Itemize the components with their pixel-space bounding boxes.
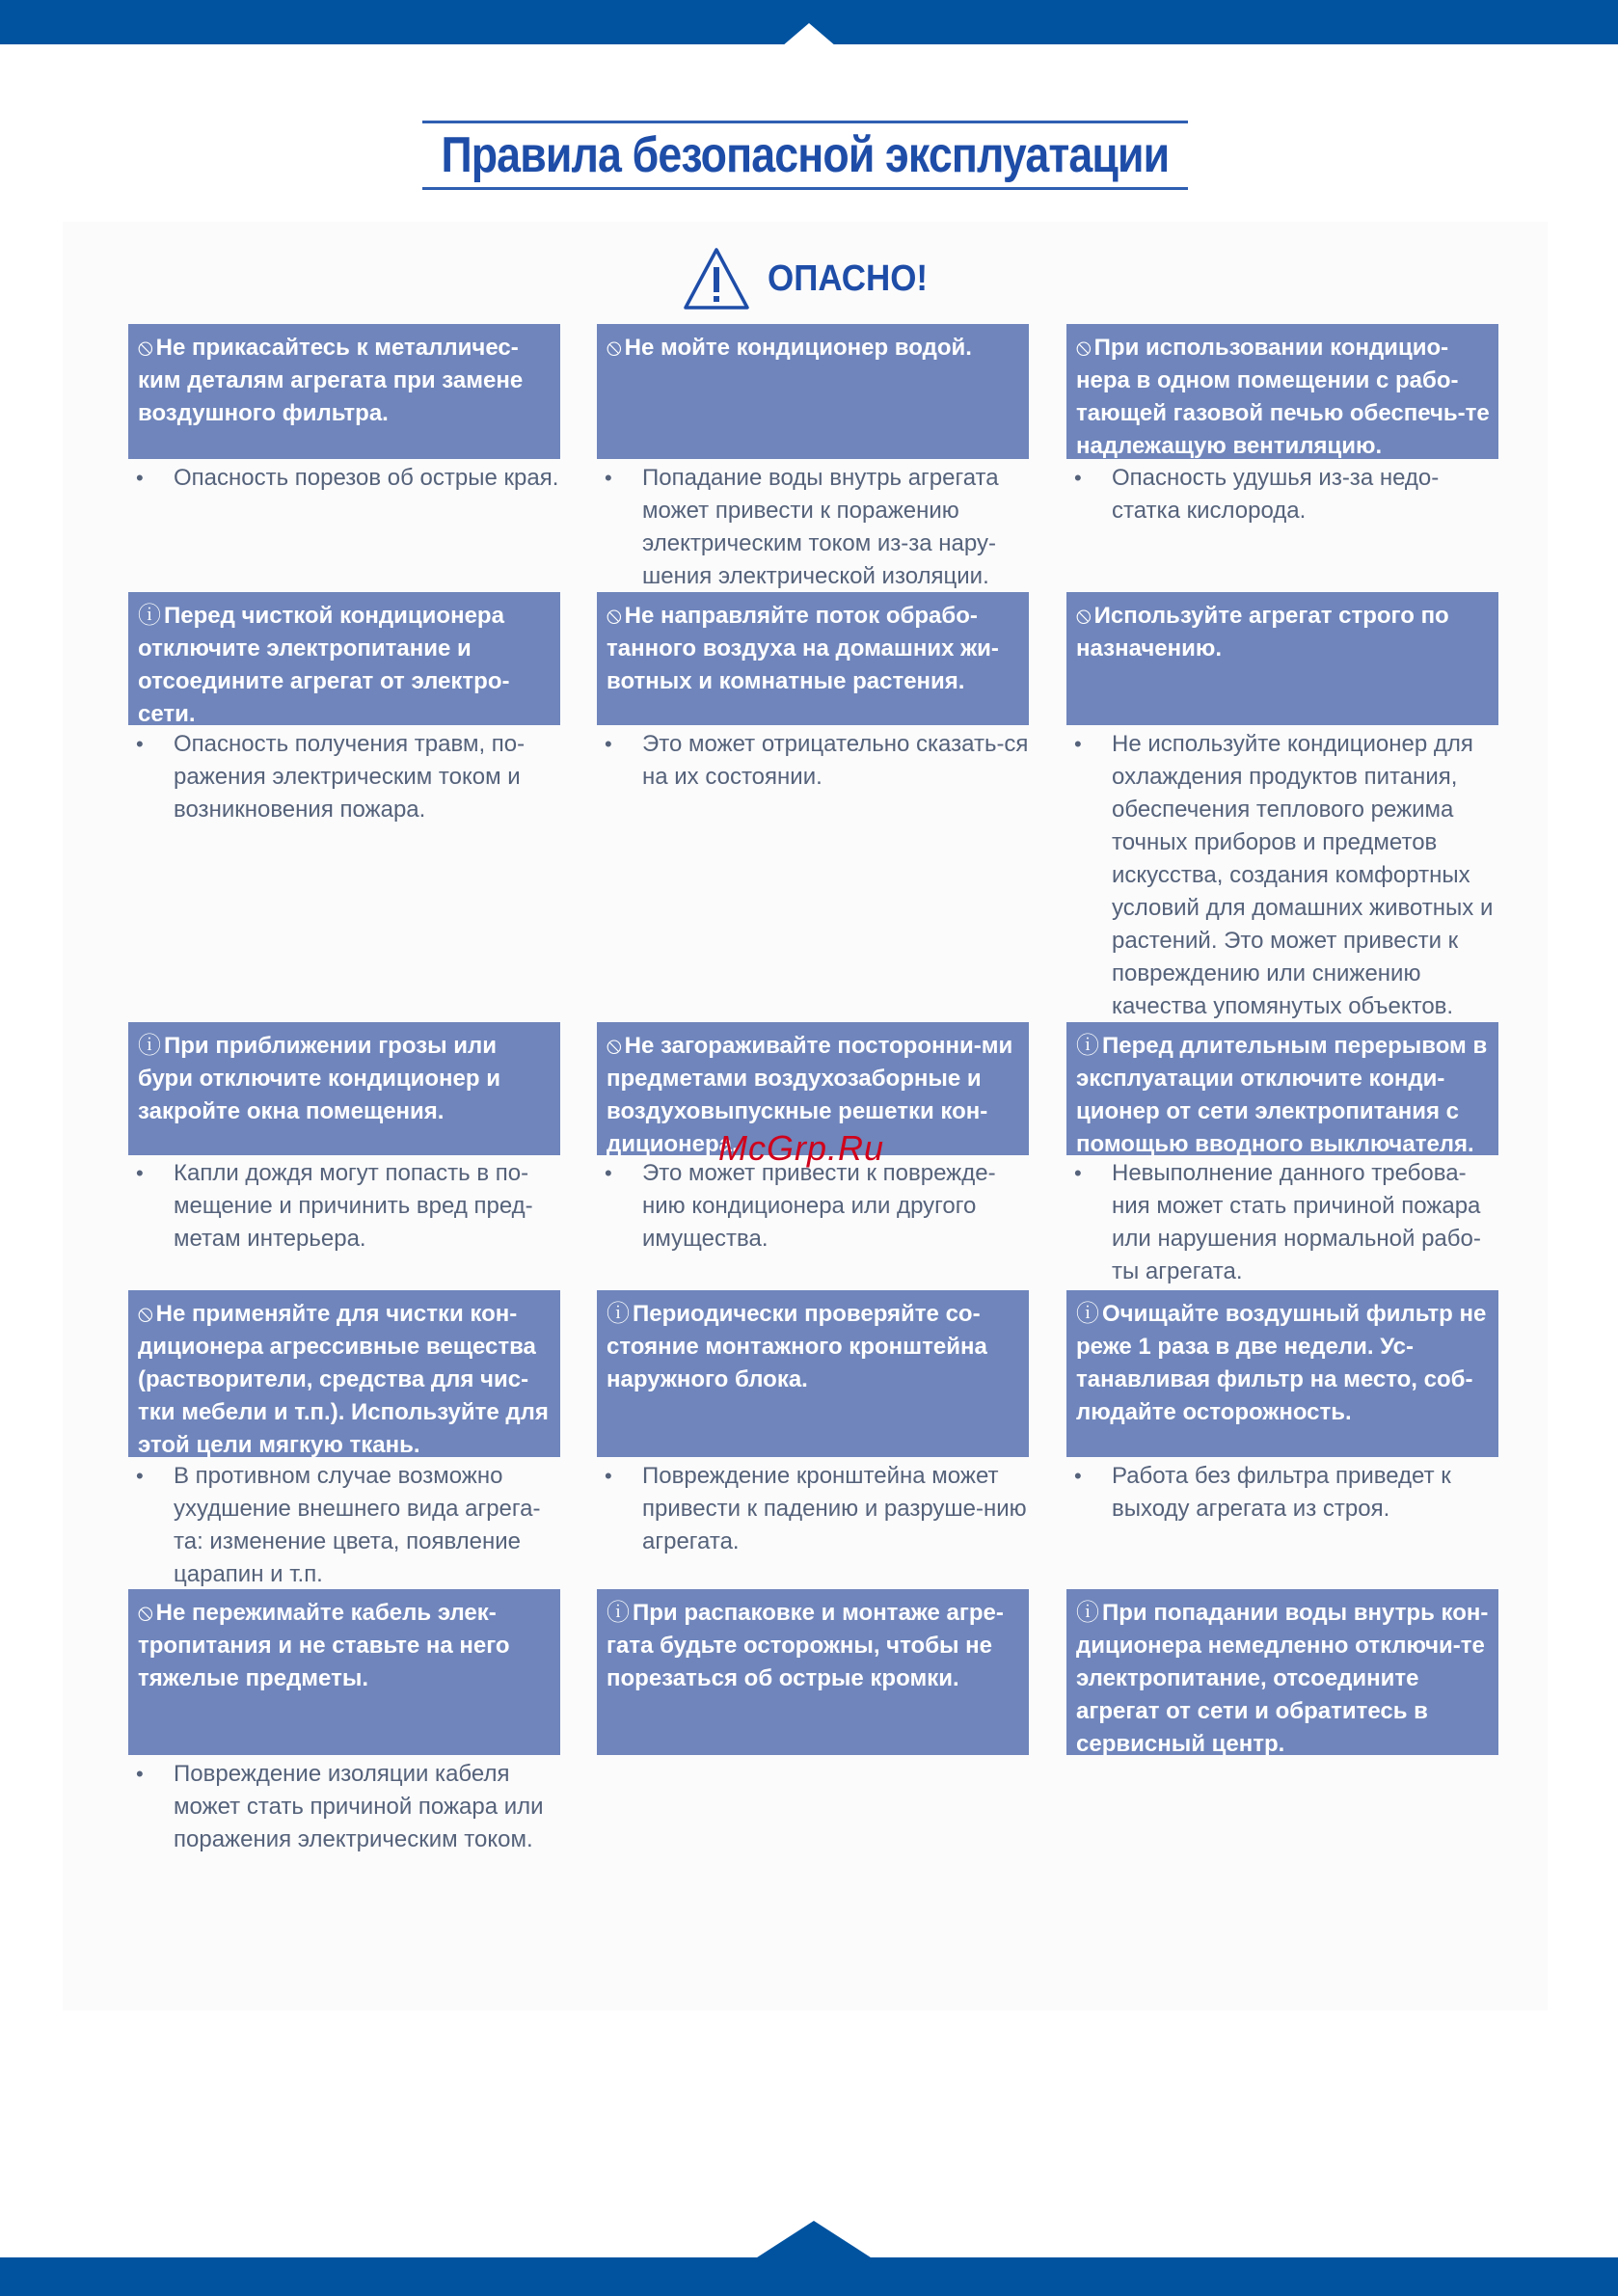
rule-heading-box: [1066, 1290, 1498, 1457]
bullet-icon: •: [605, 732, 612, 756]
rule-heading-box: [597, 324, 1029, 459]
rule-consequence: [597, 728, 1033, 794]
watermark: McGrp.Ru: [718, 1128, 885, 1168]
prohibited-icon: ⦸: [138, 1600, 153, 1626]
warning-triangle-icon: [683, 246, 750, 311]
bottom-notch: [754, 2221, 874, 2259]
rule-heading: Не прикасайтесь к металличес-ким деталям агрегата при замене воздушного фильтра.: [138, 335, 524, 426]
rule-heading: Перед длительным перерывом в эксплуатации отключите конди-ционер от сети электропитания с помощью вводного выключателя.: [1076, 1033, 1488, 1155]
attention-circle-icon: ⓘ: [607, 1600, 630, 1626]
prohibited-icon: ⦸: [607, 603, 622, 629]
rule-consequence: [1066, 1157, 1502, 1288]
rule-consequence-text: Опасность удушья из-за недо-статка кислорода.: [1112, 465, 1440, 524]
attention-circle-icon: ⓘ: [1076, 1301, 1099, 1327]
rule-consequence-text: Не используйте кондиционер для охлаждения продуктов питания, обеспечения теплового режима точных приборов и предметов искусства, создания комфортных условий для домашних животных и растений. Это может привести к повреждению или снижению качества упомянутых объектов.: [1112, 731, 1494, 1019]
rule-heading: При распаковке и монтаже агре-гата будьте осторожны, чтобы не порезаться об острые кромки.: [607, 1600, 1004, 1691]
rule-consequence-text: Попадание воды внутрь агрегата может привести к поражению электрическим током из-за нару-шения электрической изоляции.: [642, 465, 999, 589]
rule-heading-box: [128, 1589, 560, 1755]
rule-consequence-text: В противном случае возможно ухудшение внешнего вида агрега-та: изменение цвета, появление царапин и т.п.: [174, 1463, 541, 1587]
rule-heading: Не пережимайте кабель элек-тропитания и не ставьте на него тяжелые предметы.: [138, 1600, 510, 1691]
rule-consequence-text: Невыполнение данного требова-ния может стать причиной пожара или нарушения нормальной рабо-ты агрегата.: [1112, 1160, 1481, 1284]
bullet-icon: •: [136, 1762, 144, 1786]
rule-consequence: [597, 1157, 1033, 1256]
rule-consequence: [1066, 728, 1502, 1023]
bullet-icon: •: [1074, 732, 1082, 756]
rule-heading-box: [128, 592, 560, 725]
rule-heading: При приближении грозы или бури отключите кондиционер и закройте окна помещения.: [138, 1033, 500, 1124]
rule-consequence-text: Это может привести к поврежде-нию кондиционера или другого имущества.: [642, 1160, 996, 1252]
rule-consequence-text: Повреждение кронштейна может привести к падению и разруше-нию агрегата.: [642, 1463, 1027, 1554]
bullet-icon: •: [1074, 1464, 1082, 1488]
rule-heading: Очищайте воздушный фильтр не реже 1 раза в две недели. Ус-танавливая фильтр на место, соб-людайте осторожность.: [1076, 1301, 1487, 1425]
danger-header: [683, 244, 941, 313]
bullet-icon: •: [1074, 466, 1082, 490]
prohibited-icon: ⦸: [1076, 335, 1092, 361]
rule-heading-box: [128, 324, 560, 459]
bullet-icon: •: [136, 732, 144, 756]
attention-circle-icon: ⓘ: [1076, 1600, 1099, 1626]
rule-heading-box: [1066, 1589, 1498, 1755]
rule-heading-box: [597, 1290, 1029, 1457]
bullet-icon: •: [136, 1161, 144, 1185]
bullet-icon: •: [605, 466, 612, 490]
rule-heading: При использовании кондицио-нера в одном помещении с рабо-тающей газовой печью обеспечь-те надлежащую вентиляцию.: [1076, 335, 1490, 459]
bullet-icon: •: [1074, 1161, 1082, 1185]
rule-heading: Периодически проверяйте со-стояние монтажного кронштейна наружного блока.: [607, 1301, 987, 1392]
bottom-bar: [0, 2257, 1618, 2296]
rule-consequence-text: Опасность получения травм, по-ражения электрическим током и возникновения пожара.: [174, 731, 526, 823]
prohibited-icon: ⦸: [138, 335, 153, 361]
rule-heading-box: [128, 1290, 560, 1457]
prohibited-icon: ⦸: [138, 1301, 153, 1327]
rule-consequence: [128, 1460, 564, 1591]
rule-consequence: [1066, 462, 1502, 527]
bullet-icon: •: [136, 466, 144, 490]
rule-heading-box: [1066, 324, 1498, 459]
rule-consequence: [128, 462, 564, 495]
rule-consequence: [597, 1460, 1033, 1558]
prohibited-icon: ⦸: [607, 335, 622, 361]
rule-consequence: [128, 1157, 564, 1256]
bullet-icon: •: [136, 1464, 144, 1488]
bullet-icon: •: [605, 1161, 612, 1185]
prohibited-icon: ⦸: [1076, 603, 1092, 629]
rule-consequence-text: Работа без фильтра приведет к выходу агрегата из строя.: [1112, 1463, 1451, 1522]
rule-consequence: [597, 462, 1033, 593]
page-title: Правила безопасной эксплуатации: [441, 127, 1170, 183]
rule-heading-box: [1066, 592, 1498, 725]
rule-heading: Перед чисткой кондиционера отключите электропитание и отсоедините агрегат от электро-сети.: [138, 603, 510, 725]
danger-label: ОПАСНО!: [768, 257, 929, 299]
rule-heading-box: [1066, 1022, 1498, 1155]
rule-heading: Не направляйте поток обрабо-танного воздуха на домашних жи-вотных и комнатные растения.: [607, 603, 999, 694]
rule-heading: При попадании воды внутрь кон-диционера немедленно отключи-те электропитание, отсоедините агрегат от сети и обратитесь в сервисный центр.: [1076, 1600, 1489, 1755]
title-frame: [422, 121, 1188, 190]
rule-heading: Не загораживайте посторонни-ми предметами воздухозаборные и воздуховыпускные решетки кон-диционера.: [607, 1033, 1013, 1155]
attention-circle-icon: ⓘ: [1076, 1033, 1099, 1059]
rule-heading: Не мойте кондиционер водой.: [624, 335, 972, 361]
bullet-icon: •: [605, 1464, 612, 1488]
attention-circle-icon: ⓘ: [138, 1033, 161, 1059]
rule-consequence-text: Опасность порезов об острые края.: [174, 465, 559, 491]
rule-consequence: [128, 1758, 564, 1856]
attention-circle-icon: ⓘ: [138, 603, 161, 629]
rule-consequence: [1066, 1460, 1502, 1526]
rule-heading-box: [597, 592, 1029, 725]
rule-heading: Не применяйте для чистки кон-диционера агрессивные вещества (растворители, средства для чис-тки мебели и т.п.). Используйте для этой цели мягкую ткань.: [138, 1301, 549, 1457]
rule-heading: Используйте агрегат строго по назначению.: [1076, 603, 1449, 662]
attention-circle-icon: ⓘ: [607, 1301, 630, 1327]
rule-heading-box: [128, 1022, 560, 1155]
rule-consequence-text: Капли дождя могут попасть в по-мещение и причинить вред пред-метам интерьера.: [174, 1160, 533, 1252]
prohibited-icon: ⦸: [607, 1033, 622, 1059]
rule-consequence-text: Это может отрицательно сказать-ся на их состоянии.: [642, 731, 1029, 790]
top-notch: [782, 23, 836, 46]
rule-heading-box: [597, 1589, 1029, 1755]
rule-consequence-text: Повреждение изоляции кабеля может стать причиной пожара или поражения электрическим током.: [174, 1761, 544, 1852]
rule-consequence: [128, 728, 564, 826]
